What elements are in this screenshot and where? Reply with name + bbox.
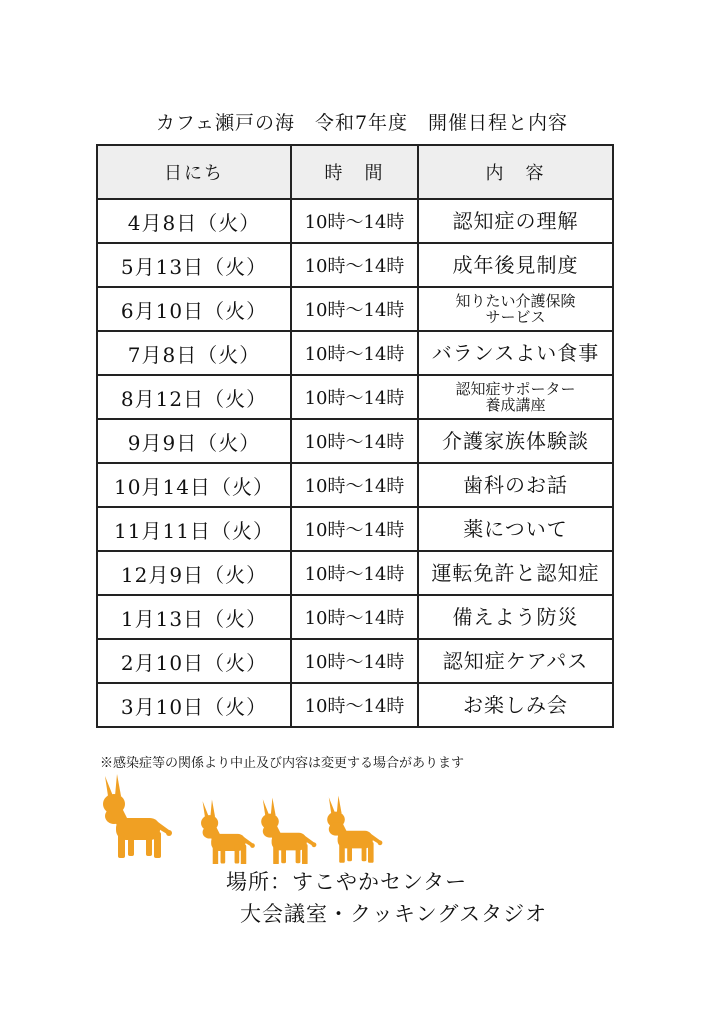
cell-content — [418, 199, 613, 243]
cell-date: 10月14日（火） — [97, 463, 291, 507]
cell-content — [418, 595, 613, 639]
header-date: 日にち — [97, 145, 291, 199]
table-row — [97, 463, 613, 507]
cell-time: 10時～14時 — [291, 551, 418, 595]
cell-date: 1月13日（火） — [97, 595, 291, 639]
cell-content-line: サービス — [485, 308, 546, 326]
page-title: カフェ瀬戸の海 令和7年度 開催日程と内容 — [155, 112, 569, 134]
cell-content-line: 認知症の理解 — [452, 209, 579, 233]
cell-content-line: 運転免許と認知症 — [431, 561, 600, 585]
cell-date: 3月10日（火） — [97, 683, 291, 727]
table-row — [97, 419, 613, 463]
cell-content-line: 薬について — [463, 517, 568, 541]
schedule-body — [97, 199, 613, 727]
cell-time: 10時～14時 — [291, 507, 418, 551]
table-header-row — [97, 145, 613, 199]
table-row — [97, 287, 613, 331]
table-row — [97, 243, 613, 287]
cell-time: 10時～14時 — [291, 375, 418, 419]
table-row — [97, 507, 613, 551]
header-time: 時 間 — [291, 145, 418, 199]
cell-date: 5月13日（火） — [97, 243, 291, 287]
cell-content — [418, 331, 613, 375]
cell-content-line: 認知症ケアパス — [442, 649, 589, 673]
cell-date: 7月8日（火） — [97, 331, 291, 375]
cell-content — [418, 683, 613, 727]
cell-content-line: 歯科のお話 — [463, 473, 568, 497]
cell-content — [418, 419, 613, 463]
cell-content — [418, 243, 613, 287]
cell-date: 12月9日（火） — [97, 551, 291, 595]
table-row — [97, 595, 613, 639]
donkey-icon — [103, 774, 172, 858]
donkey-icon — [201, 800, 255, 864]
cell-time: 10時～14時 — [291, 639, 418, 683]
header-content: 内 容 — [418, 145, 613, 199]
cell-content-line: 認知症サポーター — [455, 379, 576, 398]
cell-date: 2月10日（火） — [97, 639, 291, 683]
cell-content-line: 成年後見制度 — [452, 253, 579, 277]
cell-content — [418, 551, 613, 595]
cell-date: 11月11日（火） — [97, 507, 291, 551]
donkey-icon — [327, 796, 382, 863]
cell-content-line: お楽しみ会 — [463, 693, 568, 717]
cell-content — [418, 375, 613, 419]
table-row — [97, 683, 613, 727]
cancellation-note: ※感染症等の関係より中止及び内容は変更する場合があります — [100, 756, 465, 771]
schedule-table — [96, 144, 614, 728]
venue-line-1: 場所：すこやかセンター — [226, 870, 468, 894]
cell-time: 10時～14時 — [291, 287, 418, 331]
donkey-icon — [261, 798, 316, 864]
cell-content — [418, 639, 613, 683]
table-row — [97, 331, 613, 375]
cell-content-line: 知りたい介護保険 — [455, 291, 576, 310]
cell-time: 10時～14時 — [291, 595, 418, 639]
cell-time: 10時～14時 — [291, 331, 418, 375]
cell-date: 9月9日（火） — [97, 419, 291, 463]
venue-block — [226, 866, 547, 930]
venue-line-2: 大会議室・クッキングスタジオ — [240, 902, 548, 926]
cell-content-line: 備えよう防災 — [452, 605, 579, 629]
cell-content — [418, 287, 613, 331]
cell-time: 10時～14時 — [291, 419, 418, 463]
cell-content — [418, 463, 613, 507]
cell-content-line: 養成講座 — [485, 396, 546, 414]
cell-content-line: バランスよい食事 — [431, 341, 600, 365]
table-row — [97, 199, 613, 243]
cell-time: 10時～14時 — [291, 243, 418, 287]
table-row — [97, 551, 613, 595]
cell-time: 10時～14時 — [291, 463, 418, 507]
cell-date: 4月8日（火） — [97, 199, 291, 243]
cell-content — [418, 507, 613, 551]
mascot-illustration — [94, 772, 384, 864]
cell-time: 10時～14時 — [291, 199, 418, 243]
cell-date: 6月10日（火） — [97, 287, 291, 331]
table-row — [97, 639, 613, 683]
cell-date: 8月12日（火） — [97, 375, 291, 419]
cell-content-line: 介護家族体験談 — [442, 429, 589, 453]
cell-time: 10時～14時 — [291, 683, 418, 727]
table-row — [97, 375, 613, 419]
